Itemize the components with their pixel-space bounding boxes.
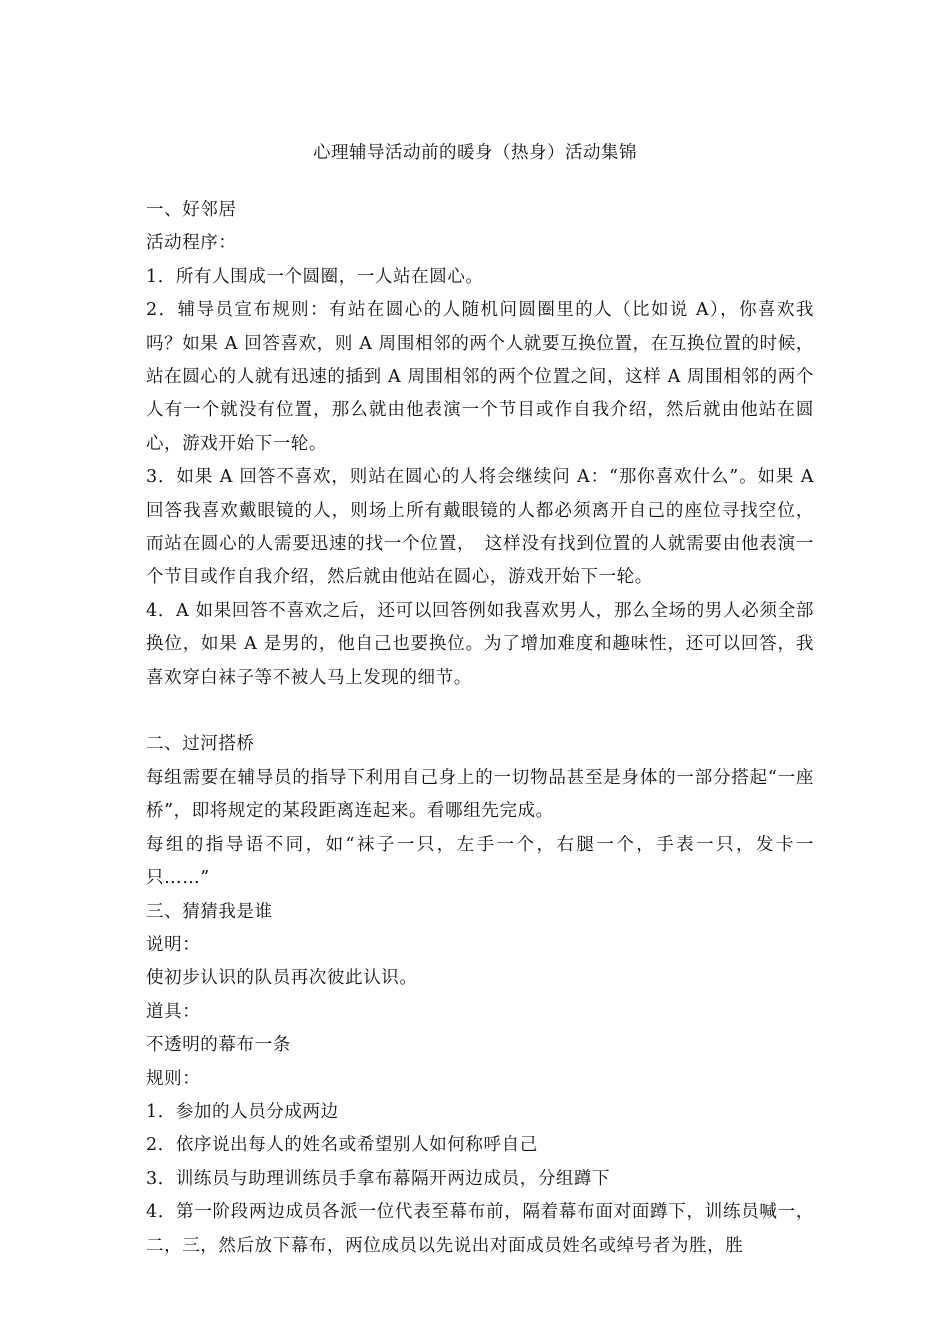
paragraph-rule-1: 1．参加的人员分成两边 bbox=[146, 1101, 339, 1122]
paragraph-step-4: 4．A 如果回答不喜欢之后，还可以回答例如我喜欢男人，那么全场的男人必须全部换位，如果 A 是男的，他自己也要换位。为了增加难度和趣味性，还可以回答，我喜欢穿白袜子等不被人马上发现的细节。 bbox=[146, 600, 814, 688]
subheading-description: 说明： bbox=[146, 934, 201, 955]
paragraph-step-3: 3．如果 A 回答不喜欢，则站在圆心的人将会继续问 A：“那你喜欢什么”。如果 A 回答我喜欢戴眼镜的人，则场上所有戴眼镜的人都必须离开自己的座位寻找空位，而站在圆心的人需要迅速的找一个位置， 这样没有找到位置的人就需要由他表演一个节目或作自我介绍，然后就由他站在圆心，游戏开始下一轮。 bbox=[146, 467, 814, 588]
section-heading-bridge: 二、过河搭桥 bbox=[146, 734, 255, 755]
paragraph-rule-2: 2．依序说出每人的姓名或希望别人如何称呼自己 bbox=[146, 1135, 538, 1156]
subheading-props: 道具： bbox=[146, 1001, 201, 1022]
section-heading-good-neighbor: 一、好邻居 bbox=[146, 200, 237, 220]
paragraph-bridge-instructions: 每组的指导语不同，如“袜子一只，左手一个，右腿一个，手表一只，发卡一只……” bbox=[146, 834, 814, 889]
subheading-procedure: 活动程序： bbox=[146, 233, 237, 254]
section-heading-guess-who: 三、猜猜我是谁 bbox=[146, 901, 273, 922]
paragraph-step-1: 1．所有人围成一个圆圈，一人站在圆心。 bbox=[146, 266, 484, 287]
paragraph-description: 使初步认识的队员再次彼此认识。 bbox=[146, 968, 418, 989]
subheading-rules: 规则： bbox=[146, 1068, 201, 1089]
paragraph-rule-3: 3．训练员与助理训练员手拿布幕隔开两边成员，分组蹲下 bbox=[146, 1168, 611, 1189]
paragraph-bridge-desc: 每组需要在辅导员的指导下利用自己身上的一切物品甚至是身体的一部分搭起“一座桥”，即将规定的某段距离连起来。看哪组先完成。 bbox=[146, 767, 814, 822]
blank-line bbox=[146, 695, 814, 728]
paragraph-step-2: 2．辅导员宣布规则：有站在圆心的人随机问圆圈里的人（比如说 A），你喜欢我吗？如果 A 回答喜欢，则 A 周围相邻的两个人就要互换位置，在互换位置的时候，站在圆心的人就有迅速的插到 A 周围相邻的两个位置之间，这样 A 周围相邻的两个人有一个就没有位置，那么就由他表演一个节目或作自我介绍，然后就由他站在圆心，游戏开始下一轮。 bbox=[146, 300, 814, 454]
paragraph-rule-4: 4．第一阶段两边成员各派一位代表至幕布前，隔着幕布面对面蹲下，训练员喊一，二，三，然后放下幕布，两位成员以先说出对面成员姓名或绰号者为胜，胜 bbox=[146, 1202, 814, 1256]
document-title: 心理辅导活动前的暖身（热身）活动集锦 bbox=[313, 143, 637, 163]
paragraph-props: 不透明的幕布一条 bbox=[146, 1035, 291, 1056]
document-body bbox=[146, 194, 814, 1263]
